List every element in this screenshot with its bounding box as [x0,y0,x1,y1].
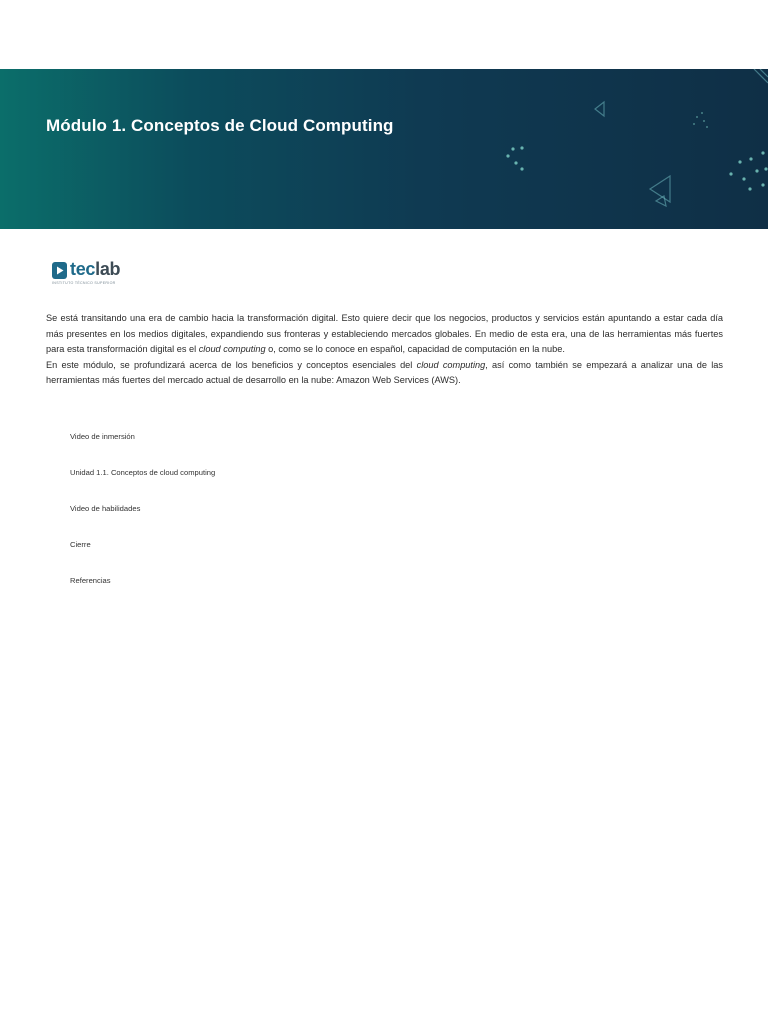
triangle-decor [595,102,604,116]
logo-wordmark-prefix: tec [70,259,96,279]
logo-wordmark-suffix: lab [95,259,121,279]
intro-text-segment: Se está transitando una era de cambio hacia la transformación digital. Esto quiere decir que los negocios, productos y servicios están apuntando a estar cada día más presentes en los medios digitales, expandiendo sus fronteras y estableciendo mercados globales. En medio de esta era, una de las herramientas más fuertes para esta transformación digital es el [46,313,723,354]
module-header-banner [0,69,768,229]
intro-text [46,311,723,389]
logo-wordmark [70,259,120,279]
intro-text-segment: , así como también se empezará a analizar una de las herramientas más fuertes del mercado actual de desarrollo en la nube: Amazon Web Services (AWS). [46,359,724,385]
logo-tagline: INSTITUTO TÉCNICO SUPERIOR [52,281,116,285]
intro-text-segment: o, como se lo conoce en español, capacidad de computación en la nube. [265,344,565,354]
nav-item-video-inmersion[interactable]: Video de inmersión [70,432,135,441]
teclab-logo [52,260,132,290]
play-icon [52,262,67,279]
page-title: Módulo 1. Conceptos de Cloud Computing [46,116,394,135]
intro-paragraph [46,358,723,389]
module-navigation [70,431,215,611]
intro-paragraph [46,311,723,358]
emphasis-term: cloud computing [416,359,486,370]
nav-item-cierre[interactable]: Cierre [70,540,91,549]
intro-text-segment: En este módulo, se profundizará acerca de los beneficios y conceptos esenciales del [46,359,417,370]
decorative-pattern [0,69,768,229]
nav-item-unidad-1-1[interactable]: Unidad 1.1. Conceptos de cloud computing [70,468,216,477]
nav-item-referencias[interactable]: Referencias [70,576,111,585]
nav-item-video-habilidades[interactable]: Video de habilidades [70,504,141,513]
emphasis-term: cloud computing [198,344,266,354]
triangle-decor [656,196,666,206]
